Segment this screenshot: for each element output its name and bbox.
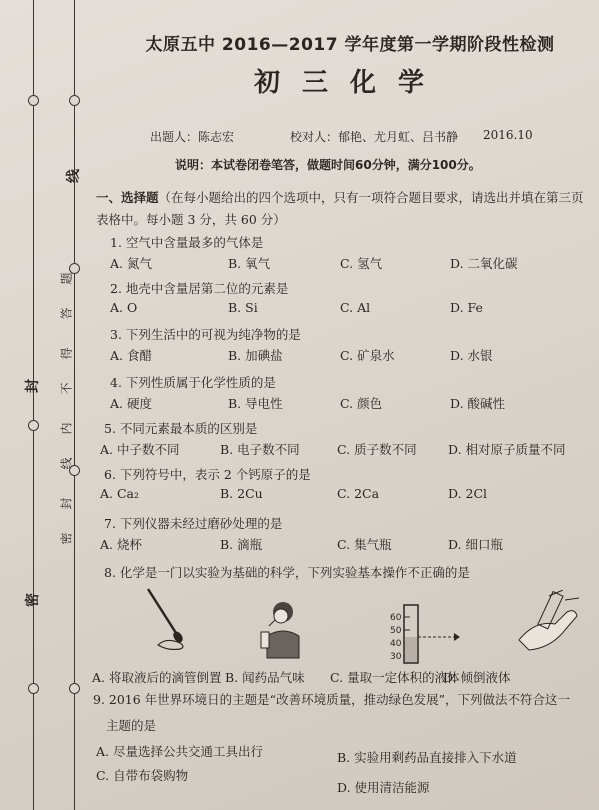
question-option: B. 氧气	[228, 256, 271, 271]
question-stem: 1. 空气中含量最多的气体是	[110, 235, 264, 250]
question-option: C. 氢气	[340, 256, 383, 271]
question-option: A. 尽量选择公共交通工具出行	[96, 744, 263, 759]
cylinder-label: 30	[390, 652, 402, 662]
question-option: B. 加碘盐	[228, 348, 283, 363]
question-option: B. Si	[228, 300, 258, 315]
margin-line-char: 线	[66, 169, 82, 183]
margin-warning-char: 线	[59, 457, 74, 470]
question-option: A. 氮气	[110, 256, 152, 271]
margin-seal-char: 封	[25, 379, 41, 393]
question-stem: 主题的是	[106, 718, 157, 733]
margin-warning-char: 题	[59, 272, 74, 285]
margin-warning-char: 答	[59, 307, 74, 320]
question-option: C. 矿泉水	[340, 348, 395, 363]
exam-subject: 初三化学	[253, 68, 446, 98]
binding-hole	[69, 95, 80, 106]
question-option: C. 2Ca	[337, 486, 380, 501]
question-option: B. 电子数不同	[220, 442, 300, 457]
margin-warning-char: 封	[59, 497, 74, 510]
question-option: D. 酸碱性	[450, 396, 506, 411]
question-stem: 8. 化学是一门以实验为基础的科学，下列实验基本操作不正确的是	[104, 565, 470, 580]
exam-date: 2016.10	[483, 128, 533, 142]
pouring-figure	[505, 590, 590, 652]
question-option: B. 滴瓶	[220, 537, 263, 552]
question-stem: 4. 下列性质属于化学性质的是	[110, 375, 276, 390]
question-option: D. 使用清洁能源	[337, 780, 430, 795]
margin-warning-char: 密	[59, 532, 74, 545]
question-option: C. 量取一定体积的液体	[330, 670, 460, 685]
cylinder-label: 40	[390, 639, 402, 649]
reviewer-label: 校对人：郁艳、尤月虹、吕书静	[290, 130, 459, 144]
question-option: D. 水银	[450, 348, 493, 363]
section-intro	[96, 187, 586, 231]
cylinder-label: 50	[390, 626, 402, 636]
margin-warning-char: 内	[59, 422, 74, 435]
question-option: C. Al	[340, 300, 371, 315]
exam-note: 说明：本试卷闭卷笔答，做题时间60分钟，满分100分。	[175, 158, 481, 172]
section-heading: 一、选择题	[96, 190, 159, 205]
question-stem: 6. 下列符号中，表示 2 个钙原子的是	[104, 467, 311, 482]
question-option: A. Ca₂	[100, 486, 140, 501]
question-stem: 7. 下列仪器未经过磨砂处理的是	[104, 516, 283, 531]
binding-hole	[28, 420, 39, 431]
question-option: A. 烧杯	[100, 537, 142, 552]
question-option: D. 相对原子质量不同	[448, 442, 566, 457]
question-stem: 3. 下列生活中的可视为纯净物的是	[110, 327, 301, 342]
question-option: B. 闻药品气味	[225, 670, 305, 685]
question-option: D. 细口瓶	[448, 537, 504, 552]
question-option: C. 质子数不同	[337, 442, 417, 457]
question-option: C. 自带布袋购物	[96, 768, 189, 783]
margin-warning-char: 得	[59, 347, 74, 360]
question-option: A. 硬度	[110, 396, 152, 411]
question-stem: 9. 2016 年世界环境日的主题是“改善环境质量，推动绿色发展”，下列做法不符合这一	[93, 692, 570, 707]
question-option: A. 将取液后的滴管倒置	[92, 670, 222, 685]
section-instruction: （在每小题给出的四个选项中，只有一项符合题目要求，请选出并填在第三页表格中。每小题 3 分，共 60 分）	[96, 190, 584, 227]
question-option: D. 2Cl	[448, 486, 488, 501]
question-option: A. O	[110, 300, 138, 315]
question-option: C. 集气瓶	[337, 537, 392, 552]
question-option: C. 颜色	[340, 396, 383, 411]
binding-hole	[28, 95, 39, 106]
question-option: A. 食醋	[110, 348, 152, 363]
question-option: D. 倾倒液体	[443, 670, 511, 685]
dropper-figure	[140, 585, 190, 650]
margin-warning-char: 不	[59, 382, 74, 395]
question-option: B. 实验用剩药品直接排入下水道	[337, 750, 517, 765]
question-stem: 2. 地壳中含量居第二位的元素是	[110, 281, 289, 296]
question-stem: 5. 不同元素最本质的区别是	[104, 421, 258, 436]
question-option: D. 二氧化碳	[450, 256, 518, 271]
question-option: A. 中子数不同	[100, 442, 180, 457]
exam-title: 太原五中 2016—2017 学年度第一学期阶段性检测	[145, 35, 555, 55]
author-label: 出题人：陈志宏	[150, 130, 235, 144]
binding-hole	[69, 683, 80, 694]
question-option: B. 导电性	[228, 396, 283, 411]
question-option: B. 2Cu	[220, 486, 263, 501]
question-option: D. Fe	[450, 300, 483, 315]
cylinder-label: 60	[390, 613, 402, 623]
graduated-cylinder-figure	[388, 603, 468, 665]
margin-seal2-char: 密	[25, 593, 41, 607]
binding-hole	[28, 683, 39, 694]
smell-figure	[255, 598, 305, 660]
